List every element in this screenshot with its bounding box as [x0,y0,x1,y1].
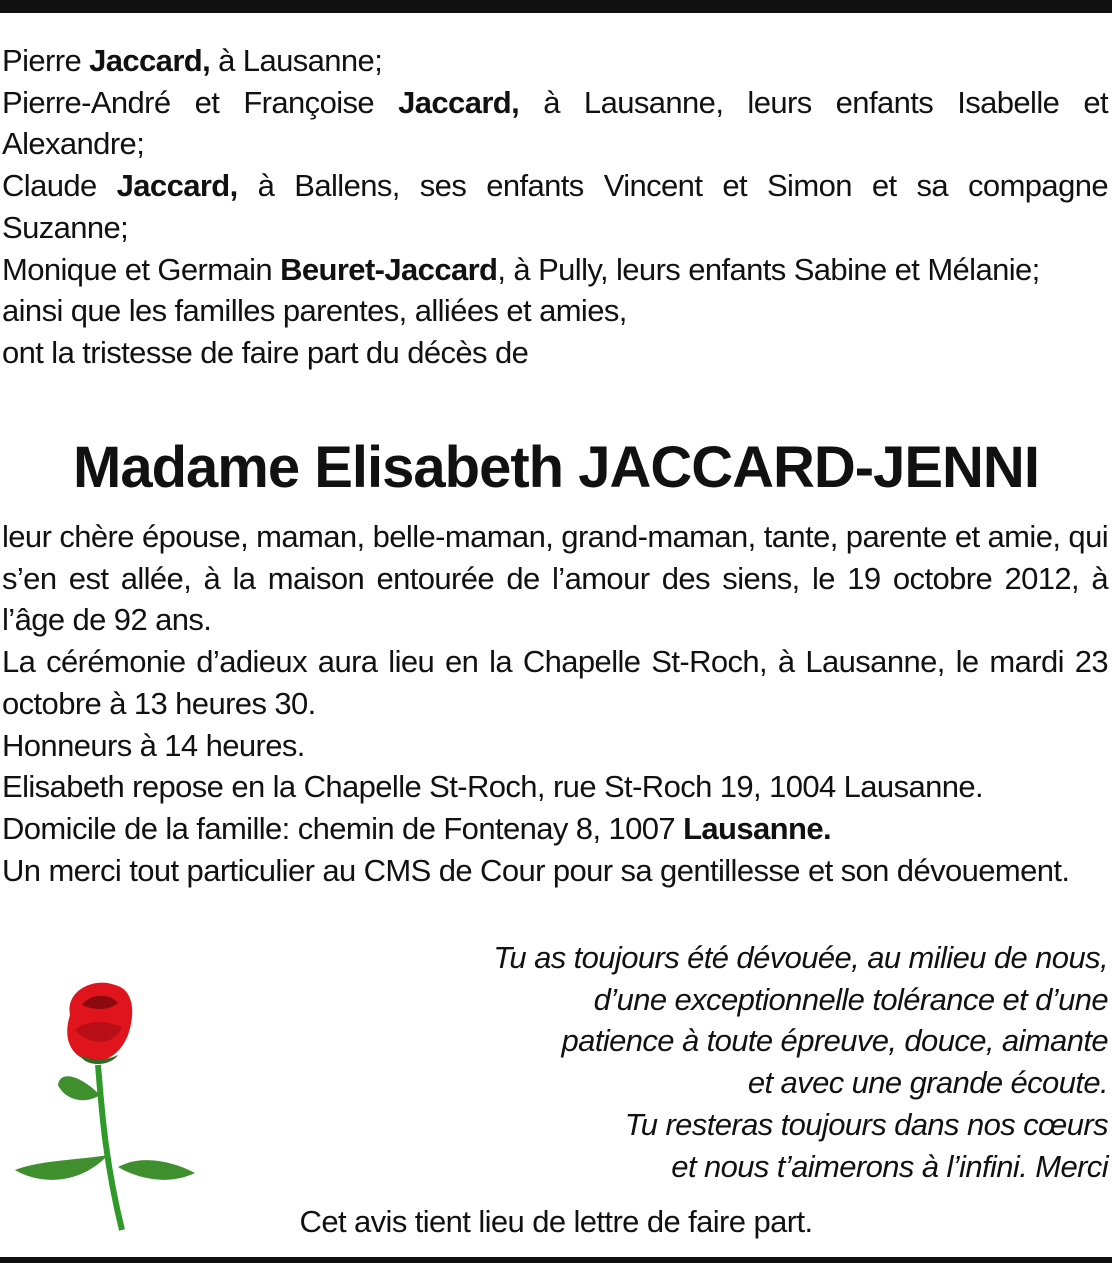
body-paragraph-4: Elisabeth repose en la Chapelle St-Roch, rue St-Roch 19, 1004 Lausanne. [2,769,984,805]
red-rose-icon [10,975,200,1235]
poem-line: d’une exceptionnelle tolérance et d’une [593,981,1108,1017]
family-line-5: ainsi que les familles parentes, alliées et amies, [2,293,627,329]
body-paragraph-6: Un merci tout particulier au CMS de Cour pour sa gentillesse et son dévouement. [2,852,1070,888]
family-line-1: Pierre Jaccard, à Lausanne; [2,43,383,78]
closing-note: Cet avis tient lieu de lettre de faire part. [299,1204,813,1239]
body-paragraph-5: Domicile de la famille: chemin de Fontenay 8, 1007 Lausanne. [2,810,831,846]
family-line-3: Claude Jaccard, à Ballens, ses enfants Vincent et Simon et sa compagne Suzanne; [2,168,1108,245]
top-rule [0,0,1112,13]
poem-line: et nous t’aimerons à l’infini. Merci [671,1148,1108,1184]
deceased-name: Madame Elisabeth JACCARD-JENNI [73,435,1039,500]
announcement-line: ont la tristesse de faire part du décès de [2,334,529,370]
body-paragraph-3: Honneurs à 14 heures. [2,727,305,763]
poem [300,937,1108,1187]
family-line-2: Pierre-André et Françoise Jaccard, à Lausanne, leurs enfants Isabelle et Alexandre; [2,84,1108,162]
family-line-4: Monique et Germain Beuret-Jaccard, à Pully, leurs enfants Sabine et Mélanie; [2,251,1040,287]
poem-line: Tu as toujours été dévouée, au milieu de nous, [493,940,1108,975]
poem-line: et avec une grande écoute. [747,1065,1108,1101]
body-paragraph-2: La cérémonie d’adieux aura lieu en la Chapelle St-Roch, à Lausanne, le mardi 23 octobre à 13 heures 30. [2,644,1108,721]
poem-line: Tu resteras toujours dans nos cœurs [624,1106,1108,1142]
notice-body [2,516,1108,891]
bottom-rule [0,1257,1112,1263]
body-paragraph-1: leur chère épouse, maman, belle-maman, grand-maman, tante, parente et amie, qui s’en est allée, à la maison entourée de l’amour des siens, le 19 octobre 2012, à l’âge de 92 ans. [2,519,1108,638]
family-list [2,40,1108,374]
poem-line: patience à toute épreuve, douce, aimante [561,1023,1108,1059]
